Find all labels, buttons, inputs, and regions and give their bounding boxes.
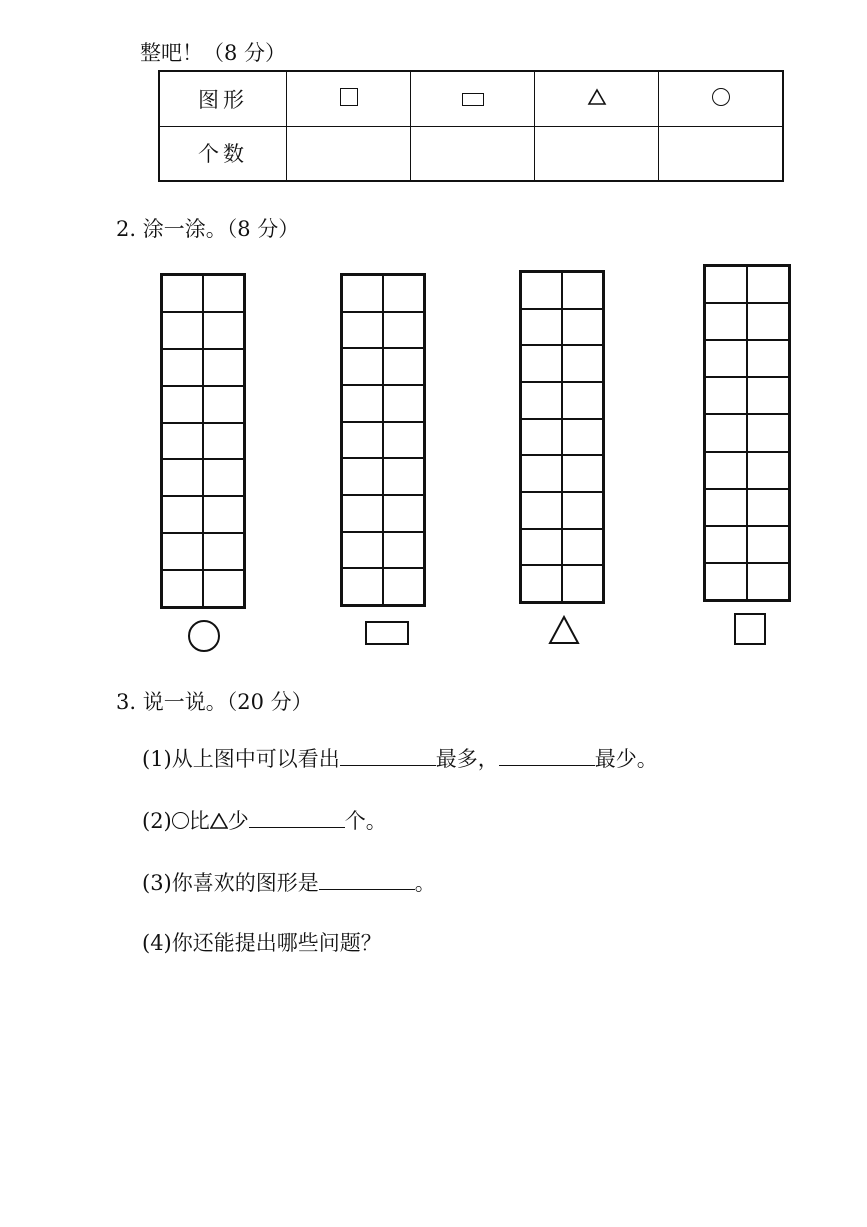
grid-cell[interactable] bbox=[705, 266, 747, 303]
q3-part-3 bbox=[142, 870, 436, 896]
grid-cell[interactable] bbox=[203, 496, 244, 533]
row-label-count: 个数 bbox=[159, 126, 287, 181]
grid-cell[interactable] bbox=[521, 565, 562, 602]
count-cell-triangle[interactable] bbox=[535, 126, 659, 181]
grid-cell[interactable] bbox=[162, 312, 203, 349]
grid-cell[interactable] bbox=[203, 386, 244, 423]
grid-cell[interactable] bbox=[562, 345, 603, 382]
grid-cell[interactable] bbox=[705, 303, 747, 340]
grid-cell[interactable] bbox=[521, 272, 562, 309]
grid-cell[interactable] bbox=[747, 303, 789, 340]
grid-cell[interactable] bbox=[162, 459, 203, 496]
q3-part-1 bbox=[142, 746, 658, 772]
grid-cell[interactable] bbox=[747, 452, 789, 489]
q3-part-2 bbox=[142, 808, 387, 834]
grid-cell[interactable] bbox=[705, 526, 747, 563]
grid-cell[interactable] bbox=[203, 459, 244, 496]
part-number: (4) bbox=[142, 931, 172, 955]
circle-icon bbox=[172, 812, 189, 829]
grid-cell[interactable] bbox=[383, 568, 424, 605]
grid-cell[interactable] bbox=[521, 455, 562, 492]
q3-heading: 3. 说一说。（20 分） bbox=[116, 690, 313, 714]
part-text: 你喜欢的图形是 bbox=[171, 871, 319, 895]
grid-cell[interactable] bbox=[383, 458, 424, 495]
coloring-grid[interactable] bbox=[160, 273, 246, 609]
grid-cell[interactable] bbox=[342, 422, 383, 459]
grid-cell[interactable] bbox=[162, 386, 203, 423]
grid-cell[interactable] bbox=[521, 382, 562, 419]
answer-blank-difference[interactable] bbox=[249, 809, 345, 828]
grid-cell[interactable] bbox=[562, 309, 603, 346]
grid-cell[interactable] bbox=[562, 382, 603, 419]
grid-cell[interactable] bbox=[203, 533, 244, 570]
grid-cell[interactable] bbox=[383, 495, 424, 532]
grid-cell[interactable] bbox=[562, 492, 603, 529]
grid-cell[interactable] bbox=[705, 414, 747, 451]
grid-cell[interactable] bbox=[562, 419, 603, 456]
part-text: 。 bbox=[414, 871, 436, 895]
grid-cell[interactable] bbox=[521, 309, 562, 346]
grid-cell[interactable] bbox=[342, 348, 383, 385]
part-text: 从上图中可以看出 bbox=[171, 747, 340, 771]
grid-cell[interactable] bbox=[562, 565, 603, 602]
grid-cell[interactable] bbox=[383, 275, 424, 312]
grid-cell[interactable] bbox=[383, 422, 424, 459]
grid-cell[interactable] bbox=[521, 419, 562, 456]
answer-blank-least[interactable] bbox=[499, 747, 595, 766]
triangle-icon bbox=[548, 615, 580, 645]
grid-cell[interactable] bbox=[383, 348, 424, 385]
grid-cell[interactable] bbox=[383, 385, 424, 422]
coloring-grid[interactable] bbox=[519, 270, 605, 604]
part-text: 你还能提出哪些问题？ bbox=[171, 931, 382, 955]
grid-cell[interactable] bbox=[203, 275, 244, 312]
table-row bbox=[159, 126, 783, 181]
count-cell-circle[interactable] bbox=[659, 126, 783, 181]
grid-cell[interactable] bbox=[747, 414, 789, 451]
grid-cell[interactable] bbox=[705, 452, 747, 489]
coloring-grid[interactable] bbox=[340, 273, 426, 607]
grid-column-triangle bbox=[519, 270, 605, 604]
grid-cell[interactable] bbox=[203, 312, 244, 349]
part-text: 比 bbox=[188, 809, 210, 833]
answer-blank-favorite[interactable] bbox=[319, 871, 415, 890]
grid-cell[interactable] bbox=[521, 529, 562, 566]
grid-cell[interactable] bbox=[162, 349, 203, 386]
grid-cell[interactable] bbox=[162, 275, 203, 312]
grid-cell[interactable] bbox=[747, 377, 789, 414]
part-number: (1) bbox=[142, 747, 172, 771]
square-icon bbox=[287, 71, 411, 126]
grid-cell[interactable] bbox=[203, 570, 244, 607]
grid-column-rectangle bbox=[340, 273, 426, 607]
part-text: 个。 bbox=[344, 809, 387, 833]
grid-column-circle bbox=[160, 273, 246, 609]
triangle-icon bbox=[210, 813, 228, 829]
grid-cell[interactable] bbox=[705, 377, 747, 414]
grid-cell[interactable] bbox=[747, 340, 789, 377]
grid-cell[interactable] bbox=[705, 563, 747, 600]
grid-cell[interactable] bbox=[162, 496, 203, 533]
q3-part-4 bbox=[142, 930, 382, 956]
grid-cell[interactable] bbox=[342, 312, 383, 349]
triangle-icon bbox=[535, 71, 659, 126]
grid-cell[interactable] bbox=[562, 529, 603, 566]
grid-cell[interactable] bbox=[203, 423, 244, 460]
part-text: 最少。 bbox=[594, 747, 658, 771]
grid-cell[interactable] bbox=[562, 455, 603, 492]
grid-cell[interactable] bbox=[342, 495, 383, 532]
rectangle-icon bbox=[365, 621, 409, 645]
rectangle-icon bbox=[411, 71, 535, 126]
grid-cell[interactable] bbox=[162, 423, 203, 460]
grid-cell[interactable] bbox=[342, 568, 383, 605]
answer-blank-most[interactable] bbox=[340, 747, 436, 766]
tally-table bbox=[158, 70, 784, 182]
grid-cell[interactable] bbox=[747, 266, 789, 303]
grid-cell[interactable] bbox=[705, 489, 747, 526]
coloring-grid[interactable] bbox=[703, 264, 791, 602]
grid-cell[interactable] bbox=[521, 492, 562, 529]
part-number: (3) bbox=[142, 871, 172, 895]
grid-cell[interactable] bbox=[747, 563, 789, 600]
grid-cell[interactable] bbox=[562, 272, 603, 309]
grid-cell[interactable] bbox=[342, 458, 383, 495]
circle-icon bbox=[188, 620, 220, 652]
grid-cell[interactable] bbox=[162, 570, 203, 607]
part-number: (2) bbox=[142, 809, 172, 833]
grid-cell[interactable] bbox=[342, 385, 383, 422]
q2-heading: 2. 涂一涂。（8 分） bbox=[116, 217, 300, 241]
grid-cell[interactable] bbox=[747, 489, 789, 526]
grid-cell[interactable] bbox=[162, 533, 203, 570]
row-label-shape: 图形 bbox=[159, 71, 287, 126]
grid-cell[interactable] bbox=[342, 275, 383, 312]
part-text: 少 bbox=[227, 809, 249, 833]
square-icon bbox=[734, 613, 766, 645]
grid-column-square bbox=[703, 264, 791, 602]
grid-cell[interactable] bbox=[383, 532, 424, 569]
grid-cell[interactable] bbox=[383, 312, 424, 349]
grid-cell[interactable] bbox=[521, 345, 562, 382]
count-cell-square[interactable] bbox=[287, 126, 411, 181]
circle-icon bbox=[659, 71, 783, 126]
q1-heading: 整吧！（8 分） bbox=[140, 41, 287, 65]
count-cell-rectangle[interactable] bbox=[411, 126, 535, 181]
grid-cell[interactable] bbox=[747, 526, 789, 563]
grid-cell[interactable] bbox=[342, 532, 383, 569]
part-text: 最多， bbox=[435, 747, 499, 771]
grid-cell[interactable] bbox=[203, 349, 244, 386]
table-row bbox=[159, 71, 783, 126]
grid-cell[interactable] bbox=[705, 340, 747, 377]
